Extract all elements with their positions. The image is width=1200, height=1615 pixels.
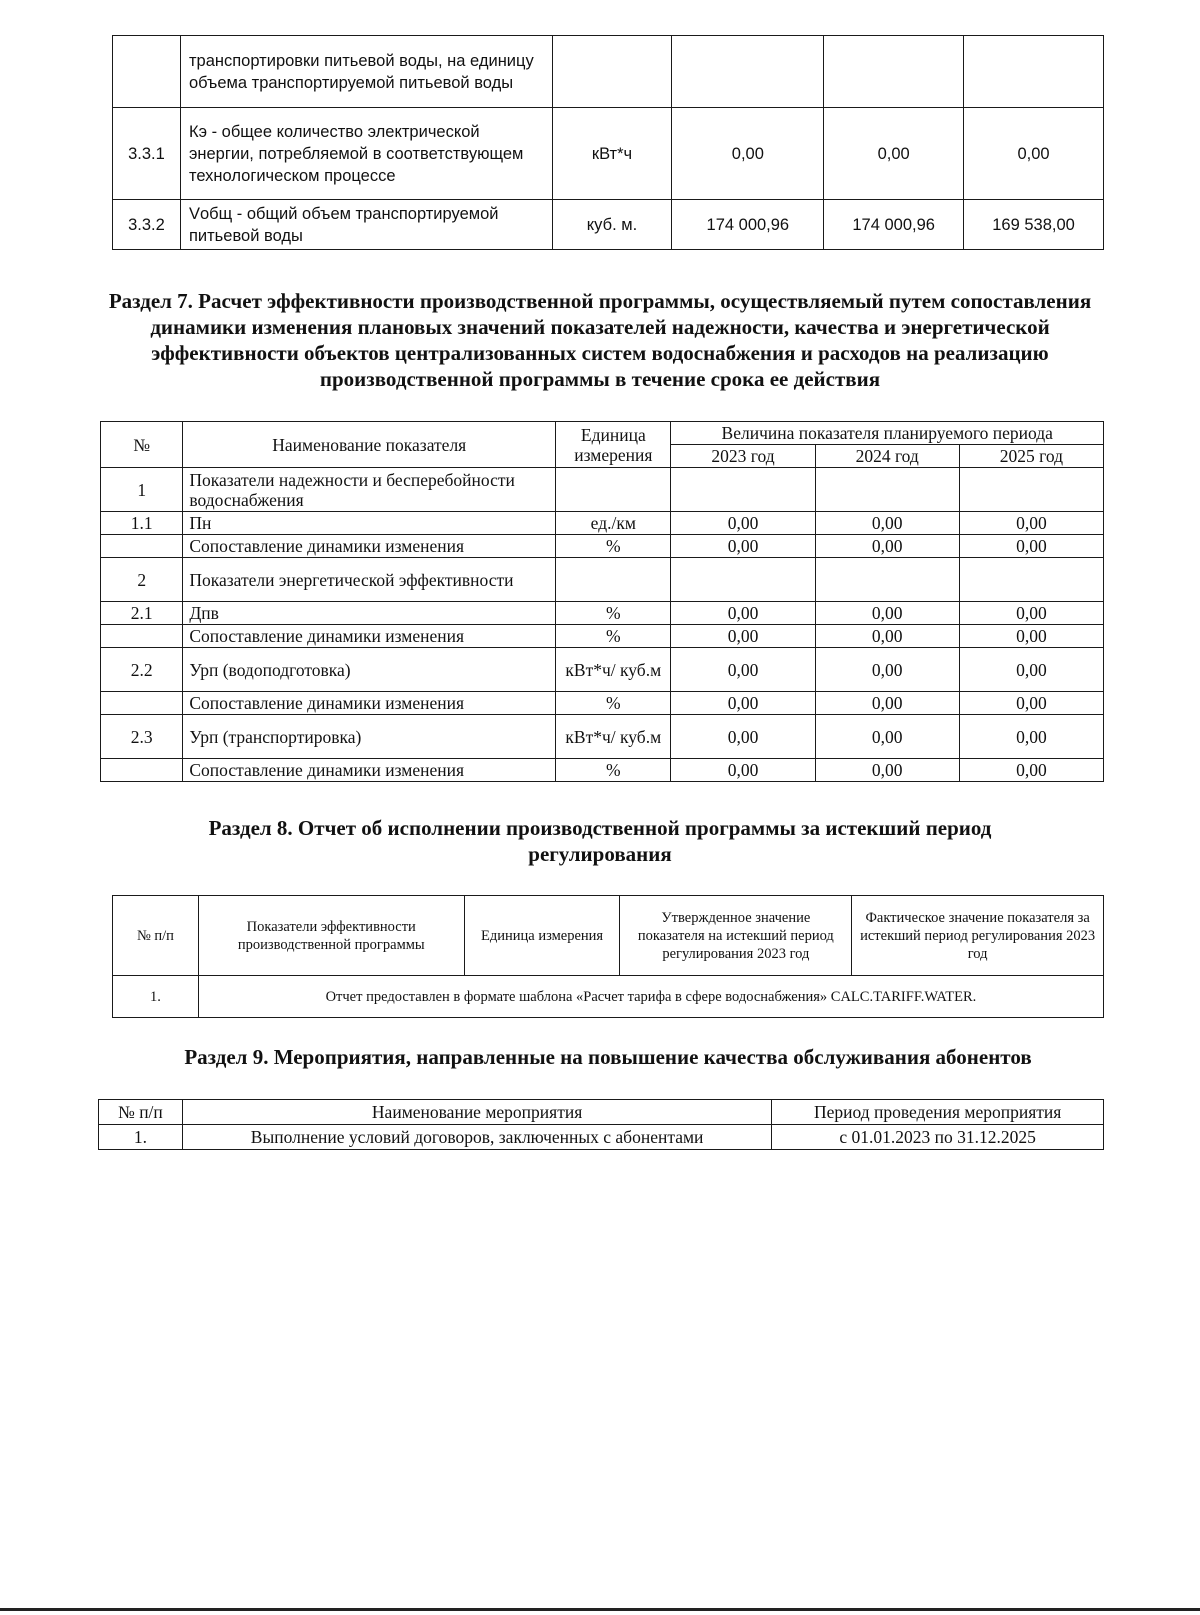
row-name: Показатели надежности и бесперебойности водоснабжения [183, 468, 556, 512]
row-unit: % [556, 602, 671, 625]
s9-header-period: Период проведения мероприятия [772, 1100, 1104, 1125]
row-value-2025: 169 538,00 [964, 200, 1104, 250]
row-unit [556, 468, 671, 512]
row-value-2024: 0,00 [815, 759, 959, 782]
row-unit: % [556, 692, 671, 715]
table-row [101, 715, 1104, 759]
row-unit: % [556, 625, 671, 648]
section7-title: Раздел 7. Расчет эффективности производственной программы, осуществляемый путем сопоставления динамики изменения плановых значений показателей надежности, качества и энергетической эффективности объектов централизованных систем водоснабжения и расходов на реализацию производственной программы в течение срока ее действия [108, 289, 1092, 391]
row-unit: куб. м. [552, 200, 672, 250]
row-name: Сопоставление динамики изменения [183, 625, 556, 648]
s9-header-name: Наименование мероприятия [182, 1100, 771, 1125]
header-name: Наименование показателя [183, 422, 556, 468]
row-value-2025: 0,00 [959, 535, 1103, 558]
row-value-2023 [671, 468, 815, 512]
header-year-2024: 2024 год [815, 445, 959, 468]
row-value-2023: 0,00 [671, 625, 815, 648]
row-num: 2.2 [101, 648, 183, 692]
row-unit: % [556, 759, 671, 782]
s8-header-name: Показатели эффективности производственной программы [198, 896, 464, 976]
table-row [101, 625, 1104, 648]
row-value-2024 [815, 558, 959, 602]
row-num: 1 [101, 468, 183, 512]
row-name: Сопоставление динамики изменения [183, 759, 556, 782]
table-row [101, 468, 1104, 512]
row-name: транспортировки питьевой воды, на единицу объема транспортируемой питьевой воды [180, 36, 552, 108]
row-value-2023: 0,00 [671, 512, 815, 535]
row-value-2024: 174 000,96 [824, 200, 964, 250]
row-num [101, 692, 183, 715]
row-value-2024: 0,00 [815, 692, 959, 715]
table-row [101, 759, 1104, 782]
row-value-2025 [964, 36, 1104, 108]
row-unit: % [556, 535, 671, 558]
row-value-2024: 0,00 [815, 715, 959, 759]
row-unit [556, 558, 671, 602]
s8-header-unit: Единица измерения [464, 896, 620, 976]
row-value-2023 [672, 36, 824, 108]
s8-row-text: Отчет предоставлен в формате шаблона «Расчет тарифа в сфере водоснабжения» CALC.TARIFF.WATER. [198, 976, 1103, 1018]
row-num [101, 535, 183, 558]
row-unit: кВт*ч/ куб.м [556, 648, 671, 692]
row-value-2023: 0,00 [671, 535, 815, 558]
row-value-2024: 0,00 [815, 535, 959, 558]
s9-row-period: с 01.01.2023 по 31.12.2025 [772, 1125, 1104, 1150]
s9-row-name: Выполнение условий договоров, заключенных с абонентами [182, 1125, 771, 1150]
s8-header-num: № п/п [113, 896, 199, 976]
row-value-2025 [959, 468, 1103, 512]
table-row [113, 200, 1104, 250]
row-num: 2.3 [101, 715, 183, 759]
row-unit: кВт*ч [552, 108, 672, 200]
row-value-2024: 0,00 [815, 648, 959, 692]
row-value-2024: 0,00 [824, 108, 964, 200]
table-row [101, 512, 1104, 535]
row-value-2023: 0,00 [671, 759, 815, 782]
row-num [101, 759, 183, 782]
row-value-2024 [815, 468, 959, 512]
row-value-2024: 0,00 [815, 512, 959, 535]
row-value-2024: 0,00 [815, 625, 959, 648]
row-value-2025: 0,00 [959, 692, 1103, 715]
s8-header-actual: Фактическое значение показателя за истекший период регулирования 2023 год [852, 896, 1104, 976]
row-name: Урп (транспортировка) [183, 715, 556, 759]
row-num: 1.1 [101, 512, 183, 535]
header-unit: Единица измерения [556, 422, 671, 468]
row-num: 3.3.1 [113, 108, 181, 200]
row-name: Сопоставление динамики изменения [183, 692, 556, 715]
table-row [113, 108, 1104, 200]
row-name: Пн [183, 512, 556, 535]
section9-table [98, 1099, 1104, 1150]
section8-title: Раздел 8. Отчет об исполнении производственной программы за истекший период регулирования [208, 816, 992, 866]
row-value-2023: 174 000,96 [672, 200, 824, 250]
row-num [113, 36, 181, 108]
row-num: 3.3.2 [113, 200, 181, 250]
row-value-2025: 0,00 [959, 602, 1103, 625]
header-period: Величина показателя планируемого периода [671, 422, 1104, 445]
row-unit: ед./км [556, 512, 671, 535]
header-year-2023: 2023 год [671, 445, 815, 468]
row-name: Сопоставление динамики изменения [183, 535, 556, 558]
row-value-2025: 0,00 [959, 715, 1103, 759]
table-row [101, 558, 1104, 602]
row-num [101, 625, 183, 648]
row-unit [552, 36, 672, 108]
row-name: Показатели энергетической эффективности [183, 558, 556, 602]
page-bottom-rule [0, 1608, 1200, 1611]
section7-table [100, 421, 1104, 782]
row-value-2025: 0,00 [964, 108, 1104, 200]
s9-header-num: № п/п [99, 1100, 183, 1125]
row-value-2025 [959, 558, 1103, 602]
row-value-2023 [671, 558, 815, 602]
row-name: Vобщ - общий объем транспортируемой питьевой воды [180, 200, 552, 250]
table-row [101, 692, 1104, 715]
row-name: Кэ - общее количество электрической энергии, потребляемой в соответствующем технологическом процессе [180, 108, 552, 200]
row-name: Дпв [183, 602, 556, 625]
s8-row-num: 1. [113, 976, 199, 1018]
row-value-2025: 0,00 [959, 648, 1103, 692]
continuation-table [112, 35, 1104, 250]
table-row [101, 602, 1104, 625]
table-row [101, 535, 1104, 558]
row-value-2023: 0,00 [671, 692, 815, 715]
section9-title: Раздел 9. Мероприятия, направленные на повышение качества обслуживания абонентов [184, 1045, 1032, 1069]
row-value-2025: 0,00 [959, 759, 1103, 782]
section8-table [112, 895, 1104, 1018]
row-num: 2 [101, 558, 183, 602]
row-value-2024: 0,00 [815, 602, 959, 625]
header-num: № [101, 422, 183, 468]
row-value-2023: 0,00 [671, 602, 815, 625]
row-value-2025: 0,00 [959, 625, 1103, 648]
table-row [113, 36, 1104, 108]
s9-row-num: 1. [99, 1125, 183, 1150]
row-name: Урп (водоподготовка) [183, 648, 556, 692]
row-value-2024 [824, 36, 964, 108]
s8-header-approved: Утвержденное значение показателя на истекший период регулирования 2023 год [620, 896, 852, 976]
row-value-2023: 0,00 [671, 648, 815, 692]
row-value-2023: 0,00 [672, 108, 824, 200]
row-num: 2.1 [101, 602, 183, 625]
header-year-2025: 2025 год [959, 445, 1103, 468]
table-row [101, 648, 1104, 692]
row-value-2023: 0,00 [671, 715, 815, 759]
row-unit: кВт*ч/ куб.м [556, 715, 671, 759]
row-value-2025: 0,00 [959, 512, 1103, 535]
